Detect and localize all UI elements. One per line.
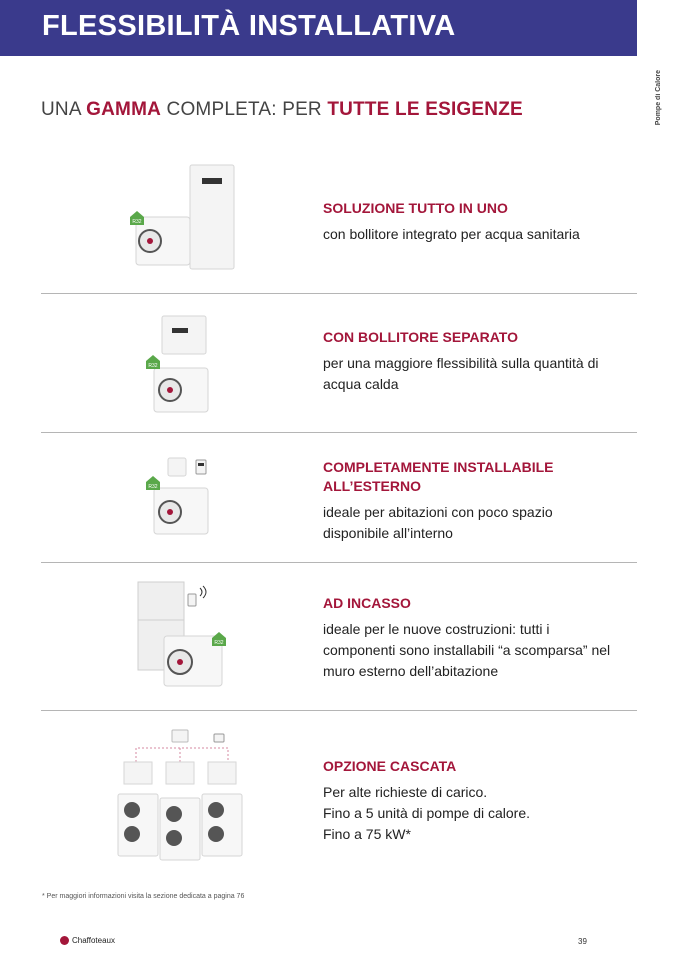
built-in-illustration (136, 580, 236, 690)
section-desc (323, 782, 530, 845)
section-title: OPZIONE CASCATA (323, 758, 457, 774)
page-title: FLESSIBILITÀ INSTALLATIVA (42, 10, 456, 42)
subtitle-bold1: GAMMA (86, 99, 162, 120)
section-4-text (323, 594, 623, 682)
subtitle-part2: COMPLETA: PER (161, 99, 328, 120)
divider (41, 432, 637, 433)
section-desc: per una maggiore flessibilità sulla quantità di acqua calda (323, 355, 599, 392)
badge-text: R32 (148, 484, 158, 490)
section-5-text (323, 757, 530, 845)
section-desc: ideale per le nuove costruzioni: tutti i componenti sono installabili “a scomparsa” nel muro esterno dell’abitazione (323, 621, 611, 679)
separate-boiler-illustration (140, 314, 220, 414)
section-title: AD INCASSO (323, 595, 411, 611)
brand-name: Chaffoteaux (72, 936, 115, 945)
section-title: CON BOLLITORE SEPARATO (323, 329, 518, 345)
desc-line: Fino a 75 kW* (323, 826, 411, 842)
brand-logo (60, 936, 115, 945)
side-label: Pompe di Calore (655, 70, 662, 126)
subtitle-part1: UNA (41, 99, 87, 120)
desc-line: Per alte richieste di carico. (323, 784, 488, 800)
section-title: SOLUZIONE TUTTO IN UNO (323, 200, 508, 216)
badge-text: R32 (214, 640, 224, 646)
divider (41, 562, 637, 563)
section-desc: con bollitore integrato per acqua sanitaria (323, 226, 580, 242)
badge-text: R32 (148, 363, 158, 369)
outdoor-illustration (140, 452, 220, 542)
divider (41, 293, 637, 294)
all-in-one-illustration (128, 163, 248, 273)
section-desc: ideale per abitazioni con poco spazio disponibile all’interno (323, 504, 553, 541)
badge-text: R32 (132, 219, 142, 225)
cascade-illustration (116, 724, 248, 864)
desc-line: Fino a 5 unità di pompe di calore. (323, 805, 531, 821)
section-1-text (323, 199, 580, 245)
footnote: * Per maggiori informazioni visita la sezione dedicata a pagina 76 (42, 893, 245, 900)
page-number: 39 (578, 937, 587, 946)
header-bar (0, 0, 637, 56)
section-2-text (323, 328, 613, 395)
divider (41, 710, 637, 711)
section-title: COMPLETAMENTE INSTALLABILE ALL’ESTERNO (323, 459, 554, 494)
subtitle-bold2: TUTTE LE ESIGENZE (327, 99, 523, 120)
subtitle (41, 99, 523, 121)
section-3-text (323, 458, 583, 544)
brand-mark-icon (60, 936, 69, 945)
